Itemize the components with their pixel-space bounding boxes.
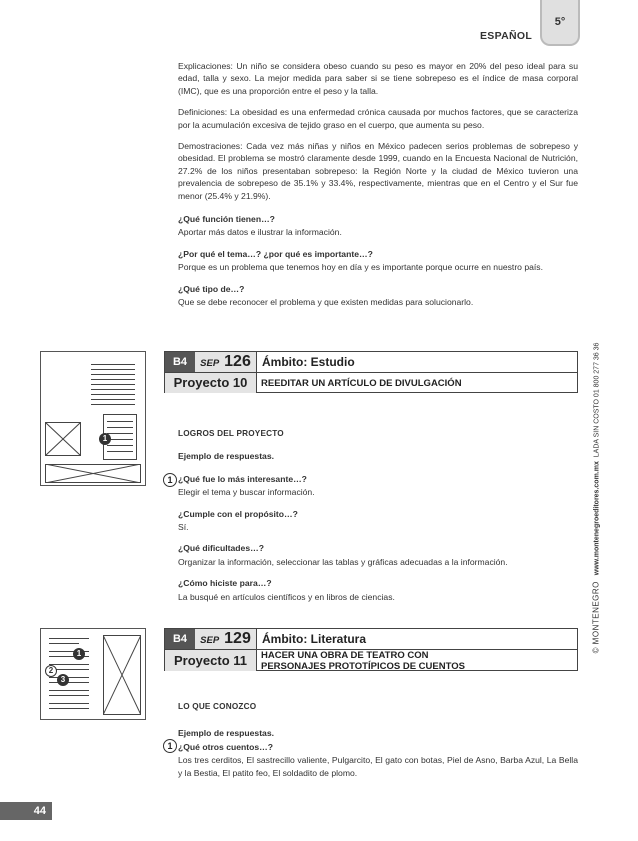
page-number: 44 [0, 802, 52, 820]
sep-page-ref [195, 352, 257, 372]
page-thumbnail-project11 [40, 628, 146, 720]
project11-content [178, 701, 578, 788]
project11-header [164, 628, 578, 671]
publisher-url: www.montenegroeditores.com.mx [593, 461, 601, 576]
answer: Los tres cerditos, El sastrecillo valiente, Pulgarcito, El gato con botas, Piel de Asno, Barba Azul, La Bella y la Bestia, El patito feo, El soldadito de plomo. [178, 755, 578, 778]
block-label: B4 [165, 352, 195, 372]
top-text-section [178, 60, 578, 318]
question: ¿Cómo hiciste para…? [178, 578, 272, 589]
subject-header: ESPAÑOL [480, 30, 533, 42]
thumbnail-badge: 1 [99, 433, 111, 445]
answer: Sí. [178, 522, 189, 533]
question: ¿Qué otros cuentos…? [178, 741, 274, 752]
paragraph-explicaciones: Explicaciones: Un niño se considera obeso cuando su peso es mayor en 20% del peso ideal para su edad, talla y sexo. La mejor medida para saber si se tiene sobrepeso es el índice de masa corporal (IMC), que es una proporción entre el peso y la talla. [178, 61, 578, 96]
block-label: B4 [165, 629, 195, 649]
question: ¿Por qué el tema…? ¿por qué es importante…? [178, 248, 373, 259]
project-title: HACER UNA OBRA DE TEATRO CON PERSONAJES PROTOTÍPICOS DE CUENTOS [261, 649, 465, 672]
paragraph-demostraciones: Demostraciones: Cada vez más niñas y niños en México padecen serios problemas de sobrepeso y obesidad. El problema se mostró claramente desde 1999, cuando en la Encuesta Nacional de Nutrición, 27.2% de los niños presentaban sobrepeso: la Región Norte y la ciudad de México tuvieron una prevalencia de sobrepeso de 35.1% y 33.4%, respectivamente, mientras que en el Centro y el Sur fue menor (25.4% y 21.9%). [178, 141, 578, 201]
image-placeholder-icon [45, 464, 141, 483]
thumbnail-badge: 2 [45, 665, 57, 677]
grade-tab [540, 0, 580, 46]
question: ¿Cumple con el propósito…? [178, 508, 298, 519]
answer: Aportar más datos e ilustrar la información. [178, 227, 342, 238]
sep-label: SEP [200, 358, 220, 369]
sep-page-ref [195, 629, 257, 649]
answer: Organizar la información, seleccionar las tablas y gráficas adecuadas a la información. [178, 556, 508, 567]
project-name: Proyecto 11 [165, 650, 257, 671]
page-thumbnail-project10 [40, 351, 146, 486]
answer: La busqué en artículos científicos y en libros de ciencias. [178, 591, 395, 602]
question: ¿Qué tipo de…? [178, 283, 245, 294]
step-number: 1 [163, 739, 177, 753]
paragraph-definiciones: Definiciones: La obesidad es una enfermedad crónica causada por muchos factores, que se caracteriza por la acumulación excesiva de tejido graso en el cuerpo, que aumenta su peso. [178, 107, 578, 130]
question: ¿Qué fue lo más interesante…? [178, 473, 307, 484]
image-placeholder-icon [103, 635, 141, 715]
thumbnail-badge: 3 [57, 674, 69, 686]
sep-label: SEP [200, 635, 220, 646]
section-label: LO QUE CONOZCO [178, 702, 257, 711]
question: ¿Qué dificultades…? [178, 543, 264, 554]
thumbnail-badge: 1 [73, 648, 85, 660]
project-title: REEDITAR UN ARTÍCULO DE DIVULGACIÓN [261, 377, 462, 389]
question: ¿Qué función tienen…? [178, 214, 275, 225]
answer: Porque es un problema que tenemos hoy en día y es importante porque ocurre en nuestro país. [178, 262, 543, 273]
image-placeholder-icon [45, 422, 81, 456]
step-number: 1 [163, 473, 177, 487]
answer: Que se debe reconocer el problema y que existen medidas para solucionarlo. [178, 297, 474, 308]
ambito-label: Ámbito: Estudio [262, 355, 355, 369]
project10-content [178, 428, 578, 612]
publisher-phone: LADA SIN COSTO 01 800 277 36 36 [593, 342, 601, 458]
answer: Elegir el tema y buscar información. [178, 487, 315, 498]
section-label: LOGROS DEL PROYECTO [178, 429, 284, 438]
sep-page-number: 129 [224, 630, 251, 647]
example-label: Ejemplo de respuestas. [178, 728, 274, 739]
copyright-brand: © MONTENEGRO [591, 581, 601, 654]
grade-label: 5° [554, 16, 566, 28]
ambito-label: Ámbito: Literatura [262, 632, 367, 646]
project-name: Proyecto 10 [165, 373, 257, 393]
example-label: Ejemplo de respuestas. [178, 451, 274, 462]
sep-page-number: 126 [224, 353, 251, 370]
copyright-sidebar [592, 343, 601, 654]
project10-header [164, 351, 578, 393]
